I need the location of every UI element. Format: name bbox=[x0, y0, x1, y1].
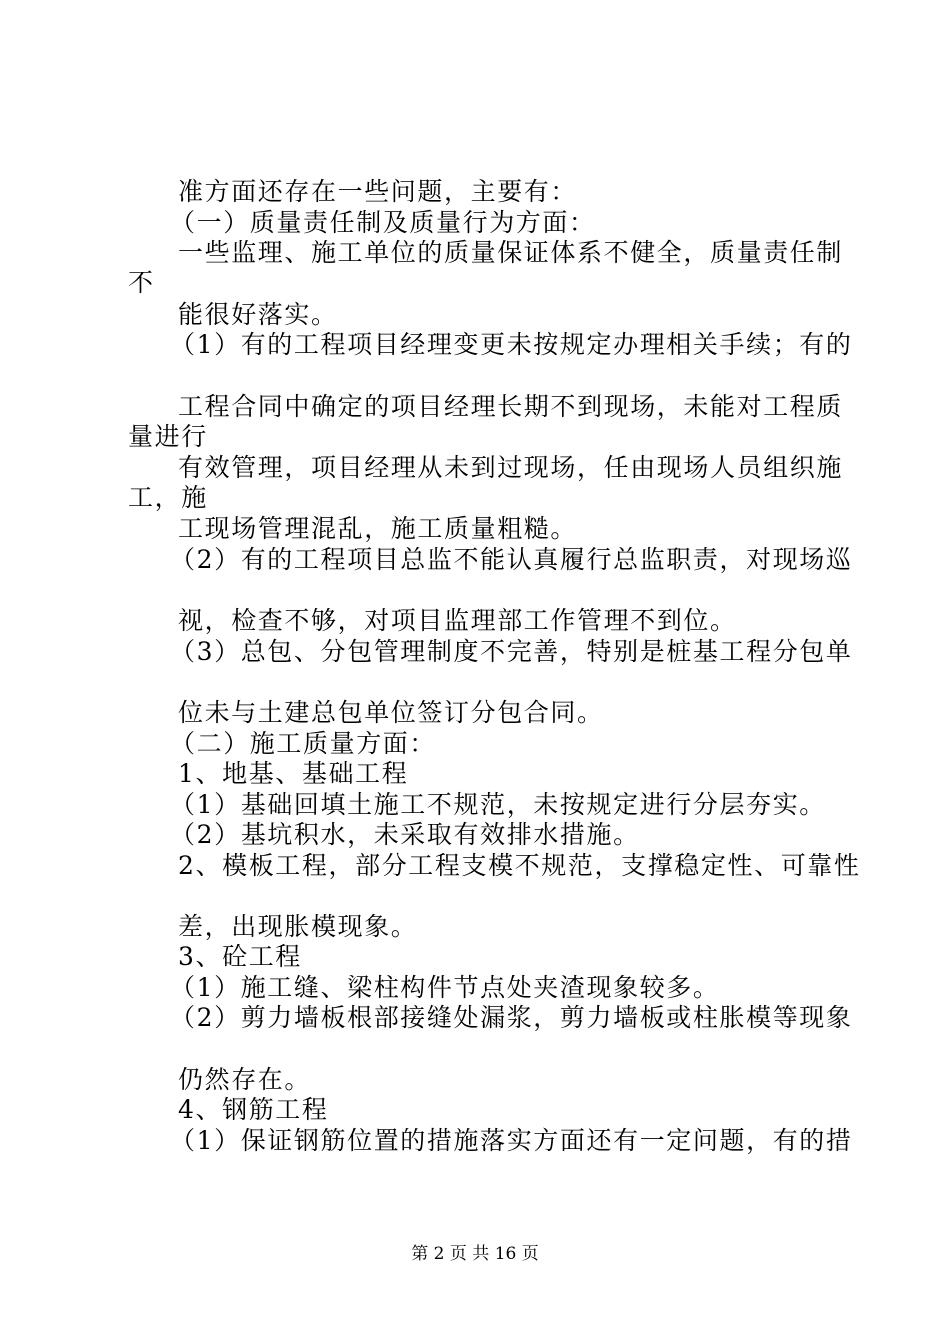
text-line: 不 bbox=[128, 268, 155, 297]
text-line: （2）剪力墙板根部接缝处漏浆，剪力墙板或柱胀模等现象 bbox=[170, 1003, 853, 1032]
text-line: 4、钢筋工程 bbox=[178, 1095, 329, 1124]
text-line: 3、砼工程 bbox=[178, 942, 302, 971]
text-line: （一）质量责任制及质量行为方面： bbox=[170, 208, 596, 237]
text-line: （1）施工缝、梁柱构件节点处夹渣现象较多。 bbox=[170, 973, 720, 1002]
text-line: 差，出现胀模现象。 bbox=[178, 912, 418, 941]
text-line: 仍然存在。 bbox=[178, 1065, 312, 1094]
text-line: 工，施 bbox=[128, 483, 208, 512]
text-line: （1）有的工程项目经理变更未按规定办理相关手续；有的 bbox=[170, 330, 853, 359]
text-line: 工程合同中确定的项目经理长期不到现场，未能对工程质 bbox=[178, 392, 844, 421]
text-line: （2）有的工程项目总监不能认真履行总监职责，对现场巡 bbox=[170, 545, 853, 574]
text-line: 准方面还存在一些问题，主要有： bbox=[178, 177, 578, 206]
text-line: 位未与土建总包单位签订分包合同。 bbox=[178, 698, 604, 727]
page-number: 第 2 页 共 16 页 bbox=[411, 1244, 539, 1264]
text-line: 有效管理，项目经理从未到过现场，任由现场人员组织施 bbox=[178, 453, 844, 482]
text-line: 能很好落实。 bbox=[178, 300, 338, 329]
text-line: （1）基础回填土施工不规范，未按规定进行分层夯实。 bbox=[170, 790, 826, 819]
text-line: 一些监理、施工单位的质量保证体系不健全，质量责任制 bbox=[178, 238, 844, 267]
text-line: 量进行 bbox=[128, 422, 208, 451]
text-line: （3）总包、分包管理制度不完善，特别是桩基工程分包单 bbox=[170, 637, 853, 666]
text-line: 视，检查不够，对项目监理部工作管理不到位。 bbox=[178, 606, 737, 635]
text-line: （2）基坑积水，未采取有效排水措施。 bbox=[170, 820, 640, 849]
text-line: 2、模板工程，部分工程支模不规范，支撑稳定性、可靠性 bbox=[178, 851, 861, 880]
text-line: （二）施工质量方面： bbox=[170, 729, 437, 758]
text-line: 工现场管理混乱，施工质量粗糙。 bbox=[178, 514, 578, 543]
text-line: 1、地基、基础工程 bbox=[178, 759, 409, 788]
text-line: （1）保证钢筋位置的措施落实方面还有一定问题，有的措 bbox=[170, 1126, 853, 1155]
